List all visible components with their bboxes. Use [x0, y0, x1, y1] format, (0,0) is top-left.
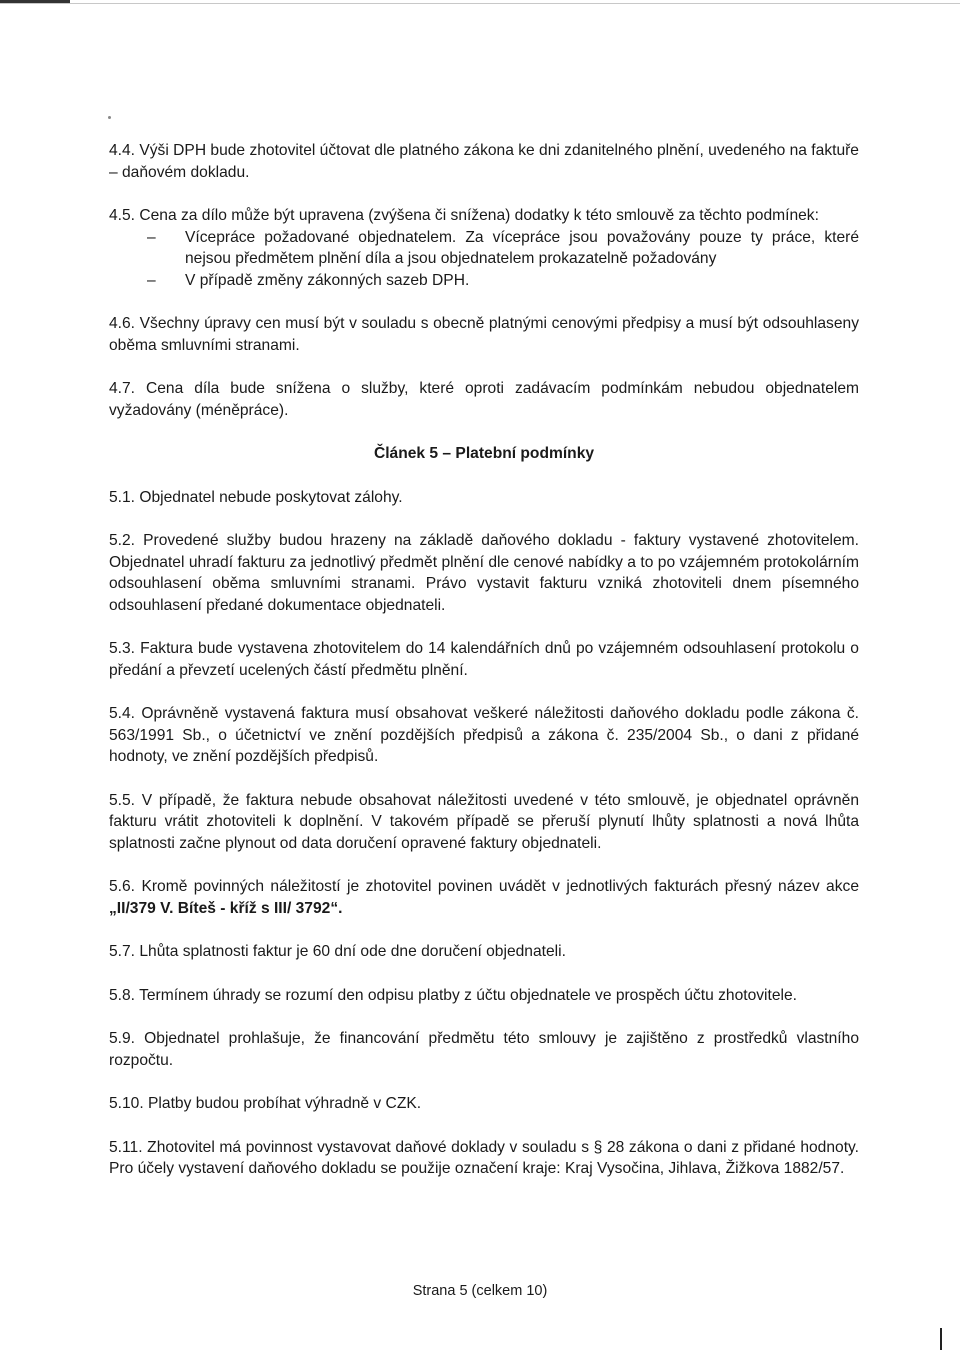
paragraph-number: 5.10. — [109, 1095, 144, 1112]
scan-artifact — [108, 116, 111, 119]
paragraph-text: Platby budou probíhat výhradně v CZK. — [148, 1095, 422, 1112]
list-item — [109, 270, 859, 292]
paragraph-number: 5.11. — [109, 1138, 143, 1156]
list-item-text: Vícepráce požadované objednatelem. Za vícepráce jsou považovány pouze ty práce, které nejsou předmětem plnění díla a jsou objednatelem prokazatelně požadovány — [185, 228, 859, 267]
paragraph-number: 4.7. — [109, 380, 136, 397]
paragraph-5-3 — [109, 638, 859, 681]
paragraph-text: V případě, že faktura nebude obsahovat náležitosti uvedené v této smlouvě, je objednatel oprávněn fakturu vrátit zhotoviteli k doplnění. V takovém případě se přeruší plynutí lhůty splatnosti a nová lhůta splatnosti začne plynout od data doručení opravené faktury objednateli. — [109, 791, 859, 852]
paragraph-text: Zhotovitel má povinnost vystavovat daňové doklady v souladu s § 28 zákona o dani z přidané hodnoty. Pro účely vystavení daňového dokladu se použije označení kraje: Kraj Vysočina, Jihlava, Žižkova 1882/57. — [109, 1138, 859, 1177]
scan-artifact — [0, 3, 960, 4]
paragraph-number: 4.6. — [109, 315, 136, 332]
paragraph-4-7 — [109, 378, 859, 421]
paragraph-4-6 — [109, 313, 859, 356]
page-footer: Strana 5 (celkem 10) — [412, 1283, 548, 1299]
paragraph-text: Výši DPH bude zhotovitel účtovat dle platného zákona ke dni zdanitelného plnění, uvedeného na faktuře – daňovém dokladu. — [109, 142, 859, 181]
dash-bullet: – — [147, 271, 156, 289]
paragraph-5-10 — [109, 1093, 859, 1115]
paragraph-5-5 — [109, 790, 859, 855]
paragraph-number: 5.1. — [109, 488, 136, 506]
project-name: „II/379 V. Bíteš - kříž s III/ 3792“. — [109, 899, 343, 917]
paragraph-5-7 — [109, 941, 859, 963]
paragraph-number: 5.7. — [109, 943, 136, 960]
paragraph-number: 5.4. — [109, 705, 136, 722]
paragraph-number: 5.2. — [109, 532, 136, 549]
paragraph-text: Cena za dílo může být upravena (zvýšena či snížena) dodatky k této smlouvě za těchto podmínek: — [139, 207, 819, 224]
dash-bullet: – — [147, 228, 156, 246]
paragraph-5-2 — [109, 530, 859, 616]
paragraph-text: Lhůta splatnosti faktur je 60 dní ode dne doručení objednateli. — [139, 943, 566, 960]
list-item — [109, 227, 859, 270]
paragraph-number: 4.4. — [109, 142, 136, 159]
scan-artifact — [940, 1328, 942, 1350]
section-heading: Článek 5 – Platební podmínky — [373, 445, 595, 462]
paragraph-number: 5.6. — [109, 878, 136, 895]
paragraph-5-4 — [109, 703, 859, 768]
paragraph-text: Objednatel nebude poskytovat zálohy. — [139, 488, 403, 506]
document-body — [109, 140, 859, 1180]
paragraph-text: Všechny úpravy cen musí být v souladu s obecně platnými cenovými předpisy a musí být odsouhlaseny oběma smluvními stranami. — [109, 315, 859, 354]
paragraph-5-1 — [109, 487, 859, 509]
list-item-text: V případě změny zákonných sazeb DPH. — [185, 271, 470, 289]
paragraph-4-5 — [109, 205, 859, 227]
paragraph-5-9 — [109, 1028, 859, 1071]
paragraph-5-11 — [109, 1137, 859, 1180]
paragraph-4-4 — [109, 140, 859, 183]
paragraph-number: 5.8. — [109, 986, 136, 1004]
paragraph-text: Oprávněně vystavená faktura musí obsahovat veškeré náležitosti daňového dokladu podle zákona č. 563/1991 Sb., o účetnictví ve znění pozdějších předpisů a zákona č. 235/2004 Sb., o dani z přidané hodnoty, ve znění pozdějších předpisů. — [109, 705, 859, 765]
paragraph-text: Termínem úhrady se rozumí den odpisu platby z účtu objednatele ve prospěch účtu zhotovitele. — [139, 986, 797, 1004]
paragraph-text: Cena díla bude snížena o služby, které oproti zadávacím podmínkám nebudou objednatelem vyžadovány (méněpráce). — [109, 380, 859, 419]
paragraph-number: 5.5. — [109, 791, 136, 809]
paragraph-number: 5.3. — [109, 640, 136, 657]
paragraph-text: Kromě povinných náležitostí je zhotovitel povinen uvádět v jednotlivých fakturách přesný název akce — [141, 878, 859, 895]
paragraph-text: Faktura bude vystavena zhotovitelem do 14 kalendářních dnů po vzájemném odsouhlasení protokolu o předání a převzetí ucelených částí předmětu plnění. — [109, 640, 859, 679]
paragraph-text: Provedené služby budou hrazeny na základě daňového dokladu - faktury vystavené zhotovitelem. Objednatel uhradí fakturu za jednotlivý předmět plnění dle cenové nabídky a to po vzájemném protokolárním odsouhlasení oběma smluvními stranami. Právo vystavit fakturu vzniká zhotoviteli dnem písemného odsouhlasení předané dokumentace objednateli. — [109, 532, 859, 614]
paragraph-5-6 — [109, 876, 859, 919]
paragraph-5-8 — [109, 985, 859, 1007]
paragraph-text: Objednatel prohlašuje, že financování předmětu této smlouvy je zajištěno z prostředků vlastního rozpočtu. — [109, 1030, 859, 1069]
paragraph-number: 4.5. — [109, 207, 136, 224]
paragraph-number: 5.9. — [109, 1030, 136, 1047]
